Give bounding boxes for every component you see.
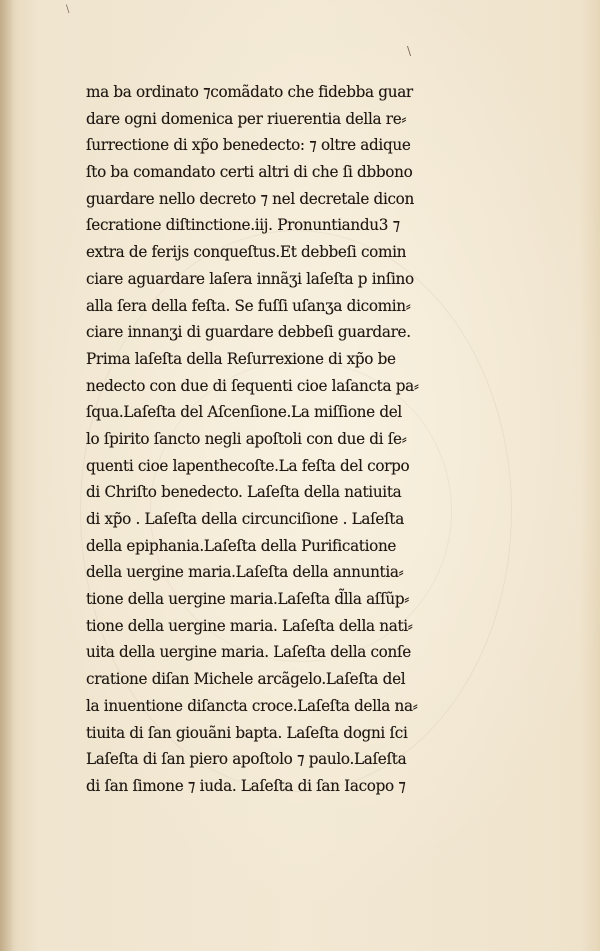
text-line: della epiphania.Laſeſta della Purificatione [86,535,397,555]
text-line: di ſan ſimone ⁊ iuda. Laſeſta di ſan Iacopo ⁊ [86,775,406,795]
text-line: lo ſpirito ſancto negli apoſtoli con due di ſe⸗ [86,428,407,448]
text-line: ſurrectione di xp̃o benedecto: ⁊ oltre adique [86,135,411,155]
text-line: cratione diſan Michele arcãgelo.Laſeſta del [86,669,406,689]
text-line: tione della uergine maria. Laſeſta della nati⸗ [86,615,413,635]
text-line: Prima laſeſta della Reſurrexione di xp̃o be [86,348,396,368]
text-line: di Chriſto benedecto. Laſeſta della natiuita [86,482,402,502]
text-line: tiuita di ſan giouãni bapta. Laſeſta dogni ſci [86,722,408,742]
text-line: dare ogni domenica per riuerentia della re⸗ [86,108,407,128]
margin-mark: \ [66,4,70,15]
margin-mark: \ [407,44,412,58]
text-line: Laſeſta di ſan piero apoſtolo ⁊ paulo.Laſeſta [86,749,407,769]
text-line: ſqua.Laſeſta del Aſcenſione.La miſſione del [86,402,402,422]
binding-gutter-shadow [0,0,14,951]
text-line: ciare innanʒi di guardare debbeſi guardare. [86,322,411,342]
text-line: ma ba ordinato ⁊comãdato che fidebba guar [86,82,413,101]
text-line: quenti cioe lapenthecoſte.La feſta del corpo [86,455,410,475]
text-line: ſto ba comandato certi altri di che ſi dbbono [86,162,413,182]
text-line: nedecto con due di ſequenti cioe laſancta pa⸗ [86,375,419,395]
text-line: della uergine maria.Laſeſta della annuntia⸗ [86,562,404,582]
text-line: extra de ferijs conqueſtus.Et debbeſi comin [86,242,407,262]
text-line: di xp̃o . Laſeſta della circunciſione . Laſeſta [86,509,404,528]
text-line: ſecratione diſtinctione.iij. Pronuntiandu3 ⁊ [86,215,400,235]
text-line: uita della uergine maria. Laſeſta della conſe [86,642,411,662]
text-line: la inuentione diſancta croce.Laſeſta della na⸗ [86,695,418,715]
text-line: alla ſera della feſta. Se fuſſi uſanʒa dicomin⸗ [86,295,411,315]
text-block [86,79,506,800]
text-line: tione della uergine maria.Laſeſta d̃lla aſſũp⸗ [86,589,410,609]
text-line: guardare nello decreto ⁊ nel decretale dicon [86,188,414,208]
text-line: ciare aguardare laſera innãʒi laſeſta p inſino [86,268,414,288]
